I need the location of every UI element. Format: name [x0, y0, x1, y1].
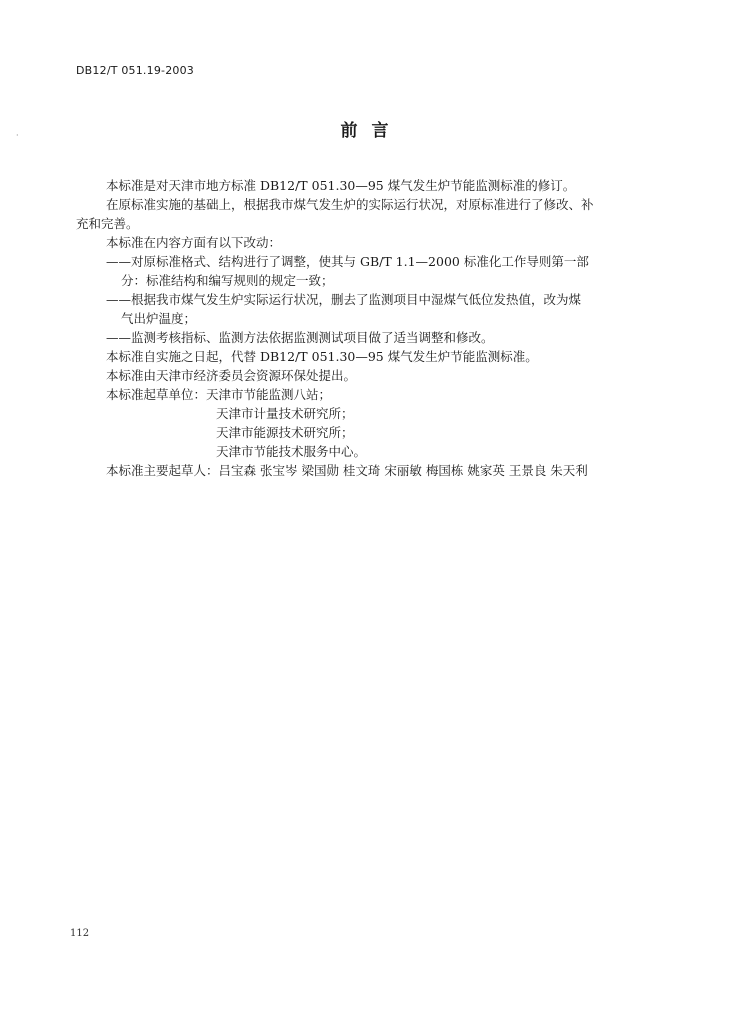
margin-mark: · — [16, 131, 19, 140]
paragraph-changes-intro: 本标准在内容方面有以下改动： — [106, 235, 282, 250]
standard-code: DB12/T 051.19-2003 — [76, 64, 194, 77]
change-item-2-line1: ——根据我市煤气发生炉实际运行状况，删去了监测项目中湿煤气低位发热值，改为煤 — [106, 292, 582, 307]
page-number: 112 — [70, 928, 90, 939]
paragraph-drafters: 本标准主要起草人：吕宝森 张宝岑 梁国勋 桂文琦 宋丽敏 梅国栋 姚家英 王景良 朱天利 — [106, 463, 588, 478]
change-item-1-line2: 分：标准结构和编写规则的规定一致； — [121, 273, 334, 288]
drafting-unit-3: 天津市能源技术研究所； — [216, 425, 354, 440]
paragraph-replaces: 本标准自实施之日起，代替 DB12/T 051.30—95 煤气发生炉节能监测标准。 — [106, 349, 538, 364]
drafting-unit-4: 天津市节能技术服务中心。 — [216, 444, 367, 459]
paragraph-proposer: 本标准由天津市经济委员会资源环保处提出。 — [106, 368, 357, 383]
paragraph-basis-line1: 在原标准实施的基础上，根据我市煤气发生炉的实际运行状况，对原标准进行了修改、补 — [106, 197, 594, 212]
change-item-3: ——监测考核指标、监测方法依据监测测试项目做了适当调整和修改。 — [106, 330, 494, 345]
paragraph-revision: 本标准是对天津市地方标准 DB12/T 051.30—95 煤气发生炉节能监测标准的修订。 — [106, 178, 576, 193]
paragraph-basis-line2: 充和完善。 — [76, 216, 139, 231]
change-item-2-line2: 气出炉温度； — [121, 311, 197, 326]
paragraph-drafting-unit: 本标准起草单位：天津市节能监测八站； — [106, 387, 332, 402]
page-title: 前言 — [340, 121, 403, 141]
change-item-1-line1: ——对原标准格式、结构进行了调整，使其与 GB/T 1.1—2000 标准化工作导则第一部 — [106, 254, 589, 269]
drafting-unit-2: 天津市计量技术研究所； — [216, 406, 354, 421]
foreword-body — [76, 176, 656, 480]
